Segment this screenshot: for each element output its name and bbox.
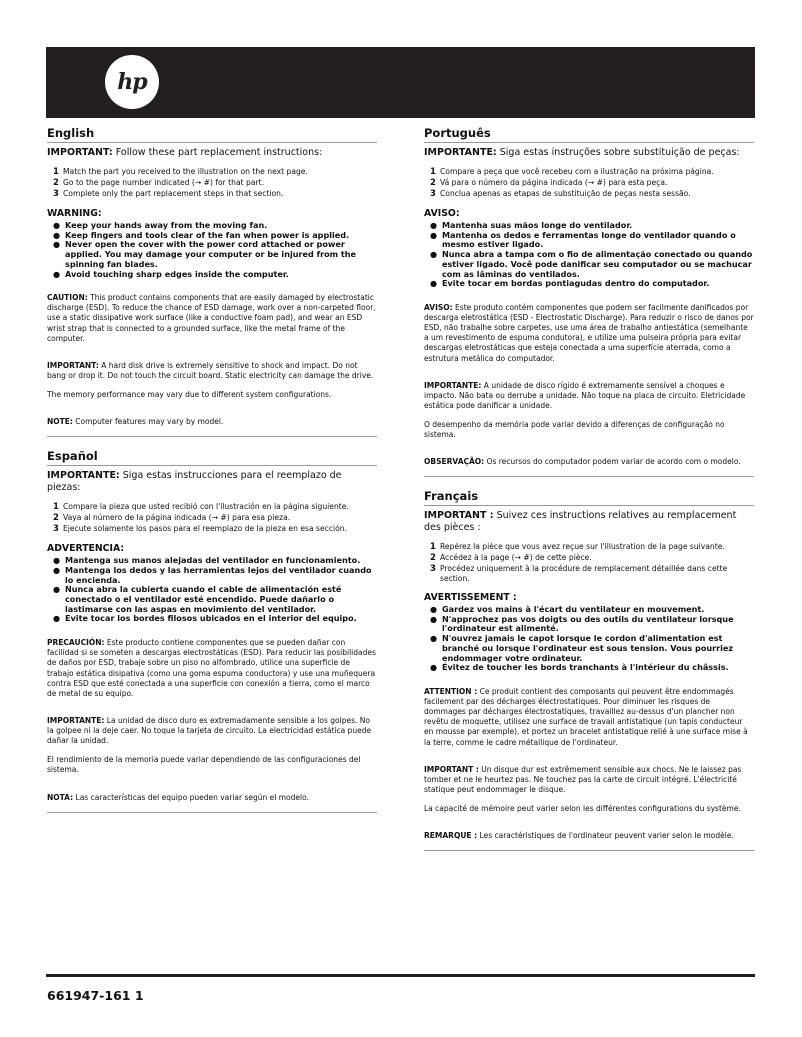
divider: [424, 850, 754, 851]
footer-rule: [46, 974, 755, 977]
warning-heading: AVISO:: [424, 208, 460, 220]
divider: [424, 142, 754, 143]
important-intro: IMPORTANT: Follow these part replacement instructions:: [47, 147, 323, 158]
important-paragraph: IMPORTANTE: La unidad de disco duro es extremadamente sensible a los golpes. No la golpee ni la deje caer. No toque la tarjeta de circuito. La electricidad estática puede dañar la unidad.: [47, 715, 372, 746]
section-portugues: [424, 126, 754, 477]
warning-item: ● N'ouvrez jamais le capot lorsque le cordon d'alimentation est branché ou lorsque l'ordinateur est sous tension. Vous pourriez endommager votre ordinateur.: [430, 633, 734, 663]
hp-logo: hp: [105, 55, 159, 109]
warning-heading: ADVERTENCIA:: [47, 543, 125, 555]
bullet-icon: ●: [53, 239, 61, 250]
bullet-icon: ●: [53, 613, 61, 624]
important-intro: IMPORTANT : Suivez ces instructions relatives au remplacement des pièces :: [424, 510, 737, 534]
warning-item: ● Keep fingers and tools clear of the fan when power is applied.: [53, 229, 350, 240]
memory-paragraph: El rendimiento de la memoria puede variar dependiendo de las configuraciones del sistema.: [47, 755, 361, 775]
warning-heading: WARNING:: [47, 208, 102, 220]
warning-item: ● Mantenha suas mãos longe do ventilador.: [430, 220, 633, 231]
warning-item: ● N'approchez pas vos doigts ou des outils du ventilateur lorsque l'ordinateur est alimenté.: [430, 613, 734, 634]
step-item: 2 Accédez à la page (→ #) de cette pièce.: [430, 553, 592, 564]
document-part-number: 661947-161 1: [47, 988, 144, 1003]
warning-item: ● Never open the cover with the power cord attached or power applied. You may damage your computer or be injured from the spinning fan blades.: [53, 239, 357, 269]
warning-item: ● Evite tocar los bordes filosos ubicados en el interior del equipo.: [53, 613, 357, 624]
section-english: [47, 126, 377, 437]
section-title: Español: [47, 449, 98, 464]
warning-list: [430, 221, 754, 289]
bullet-icon: ●: [430, 229, 438, 240]
section-espanol: [47, 449, 377, 812]
warning-item: ● Évitez de toucher les bords tranchants à l'intérieur du châssis.: [430, 662, 729, 673]
step-item: 3 Procédez uniquement à la procédure de remplacement détaillée dans cette section.: [430, 564, 728, 584]
warning-list: [53, 221, 377, 279]
warning-item: ● Mantenha os dedos e ferramentas longe do ventilador quando o mesmo estiver ligado.: [430, 229, 736, 250]
steps-list: [53, 502, 377, 535]
left-column: [47, 126, 377, 813]
divider: [47, 436, 377, 437]
warning-item: ● Nunca abra la cubierta cuando el cable de alimentación esté conectado o el ventilador esté encendido. Puede dañarlo o lastimarse con las aspas en movimiento del ventilador.: [53, 584, 342, 614]
bullet-icon: ●: [53, 555, 61, 566]
warning-heading: AVERTISSEMENT :: [424, 592, 517, 603]
important-paragraph: IMPORTANTE: A unidade de disco rígido é extremamente sensível a choques e impacto. Não bata ou derrube a unidade. Não toque na placa de circuito. Eletricidade estática pode danificar a unidade.: [424, 380, 746, 410]
memory-paragraph: La capacité de mémoire peut varier selon les différentes configurations du système.: [424, 804, 741, 814]
warning-item: ● Keep your hands away from the moving fan.: [53, 220, 268, 231]
note-paragraph: OBSERVAÇÃO: Os recursos do computador podem variar de acordo com o modelo.: [424, 457, 741, 467]
caution-paragraph: CAUTION: This product contains components that are easily damaged by electrostatic discharge (ESD). To reduce the chance of ESD damage, work over a non-carpeted floor, use a static dissipative work surface (like a conductive foam pad), and wear an ESD wrist strap that is connected to a grounded surface, like the metal frame of the computer.: [47, 293, 376, 343]
step-item: 2 Vaya al número de la página indicada (→ #) para esa pieza.: [53, 513, 291, 524]
bullet-icon: ●: [430, 220, 438, 231]
bullet-icon: ●: [430, 249, 438, 260]
step-item: 1 Compare la pieza que usted recibió con l'ilustración en la página siguiente.: [53, 502, 349, 513]
section-title: Português: [424, 126, 491, 140]
divider: [47, 465, 377, 466]
section-title: English: [47, 126, 95, 140]
important-intro: IMPORTANTE: Siga estas instruções sobre substituição de peças:: [424, 147, 740, 158]
bullet-icon: ●: [430, 604, 438, 614]
warning-list: [53, 556, 377, 624]
warning-item: ● Nunca abra a tampa com o fio de alimentação conectado ou quando estiver ligado. Você pode danificar seu computador ou se machucar com as lâminas do ventilados.: [430, 249, 753, 279]
divider: [424, 505, 754, 506]
bullet-icon: ●: [53, 229, 61, 240]
caution-paragraph: PRECAUCIÓN: Este producto contiene componentes que se pueden dañar con facilidad si se someten a descargas electrostáticas (ESD). Para reducir las posibilidades de daños por ESD, trabaje sobre un piso no alfombrado, utilice una superficie de trabajo estática disipativa (como una goma espuma conductora) y use una muñequera contra ESD que esté conectada a una superficie con conexión a tierra, como el marco de metal de su equipo.: [47, 638, 376, 698]
important-paragraph: IMPORTANT : Un disque dur est extrêmement sensible aux chocs. Ne le laissez pas tomber et ne le heurtez pas. Ne touchez pas la carte de circuit intégré. L'électricité statique peut endommager le disque.: [424, 764, 742, 794]
bullet-icon: ●: [53, 584, 61, 595]
memory-paragraph: O desempenho da memória pode variar devido a diferenças de configuração no sistema.: [424, 420, 725, 440]
memory-paragraph: The memory performance may vary due to different system configurations.: [47, 390, 332, 400]
bullet-icon: ●: [430, 278, 438, 289]
step-item: 2 Go to the page number indicated (→ #) for that part.: [53, 177, 265, 188]
caution-paragraph: ATTENTION : Ce produit contient des composants qui peuvent être endommagés facilement par des décharges électrostatiques. Pour diminuer les risques de dommages par décharges électrostatiques, travaillez au-dessus d'un plancher non revêtu de moquette, utilisez une surface de travail antistatique (un tapis conducteur en mousse par exemple), et portez un bracelet antistatique relié à une surface mise à la terre, comme le cadre métallique de l'ordinateur.: [424, 686, 748, 747]
warning-item: ● Evite tocar em bordas pontiagudas dentro do computador.: [430, 278, 710, 289]
step-item: 1 Repérez la pièce que vous avez reçue sur l'illustration de la page suivante.: [430, 542, 725, 553]
note-paragraph: NOTE: Computer features may vary by model.: [47, 417, 224, 427]
bullet-icon: ●: [430, 633, 438, 644]
caution-paragraph: AVISO: Este produto contém componentes que podem ser facilmente danificados por descarga eletrostática (ESD - Electrostatic Discharge). Para reduzir o risco de danos por ESD, não trabalhe sobre carpetes, use uma área de trabalho antiestática (semelhante a um revestimento de espuma condutora), e utilize uma pulseira própria para evitar descargas eletrostáticas que esteja conectada a uma superfície aterrada, como a estrutura metálica do computador.: [424, 302, 754, 363]
steps-list: [430, 542, 754, 584]
section-francais: [424, 489, 754, 851]
step-item: 1 Match the part you received to the illustration on the next page.: [53, 166, 308, 177]
steps-list: [430, 167, 754, 200]
bullet-icon: ●: [53, 564, 61, 575]
warning-item: ● Gardez vos mains à l'écart du ventilateur en mouvement.: [430, 604, 705, 614]
bullet-icon: ●: [430, 613, 438, 624]
right-column: [424, 126, 754, 851]
important-intro: IMPORTANTE: Siga estas instrucciones para el reemplazo de piezas:: [47, 470, 342, 494]
step-item: 3 Conclua apenas as etapas de substituição de peças nesta sessão.: [430, 188, 691, 199]
section-title: Français: [424, 489, 479, 504]
divider: [47, 142, 377, 143]
warning-item: ● Avoid touching sharp edges inside the computer.: [53, 268, 289, 279]
warning-item: ● Mantenga sus manos alejadas del ventilador en funcionamiento.: [53, 555, 361, 566]
divider: [424, 476, 754, 477]
step-item: 3 Ejecute solamente los pasos para el reemplazo de la pieza en esa sección.: [53, 524, 347, 535]
step-item: 3 Complete only the part replacement steps in that section.: [53, 188, 284, 199]
divider: [47, 812, 377, 813]
important-paragraph: IMPORTANT: A hard disk drive is extremely sensitive to shock and impact. Do not bang or drop it. Do not touch the circuit board. Static electricity can damage the drive.: [47, 360, 374, 380]
bullet-icon: ●: [53, 220, 61, 231]
step-item: 1 Compare a peça que você recebeu com a ilustração na próxima página.: [430, 166, 714, 177]
note-paragraph: REMARQUE : Les caractéristiques de l'ordinateur peuvent varier selon le modèle.: [424, 831, 734, 841]
bullet-icon: ●: [430, 662, 438, 673]
warning-item: ● Mantenga los dedos y las herramientas lejos del ventilador cuando lo encienda.: [53, 564, 372, 585]
step-item: 2 Vá para o número da página indicada (→ #) para esta peça.: [430, 177, 668, 188]
note-paragraph: NOTA: Las características del equipo pueden variar según el modelo.: [47, 792, 309, 802]
steps-list: [53, 167, 377, 200]
warning-list: [430, 605, 754, 673]
bullet-icon: ●: [53, 268, 61, 279]
